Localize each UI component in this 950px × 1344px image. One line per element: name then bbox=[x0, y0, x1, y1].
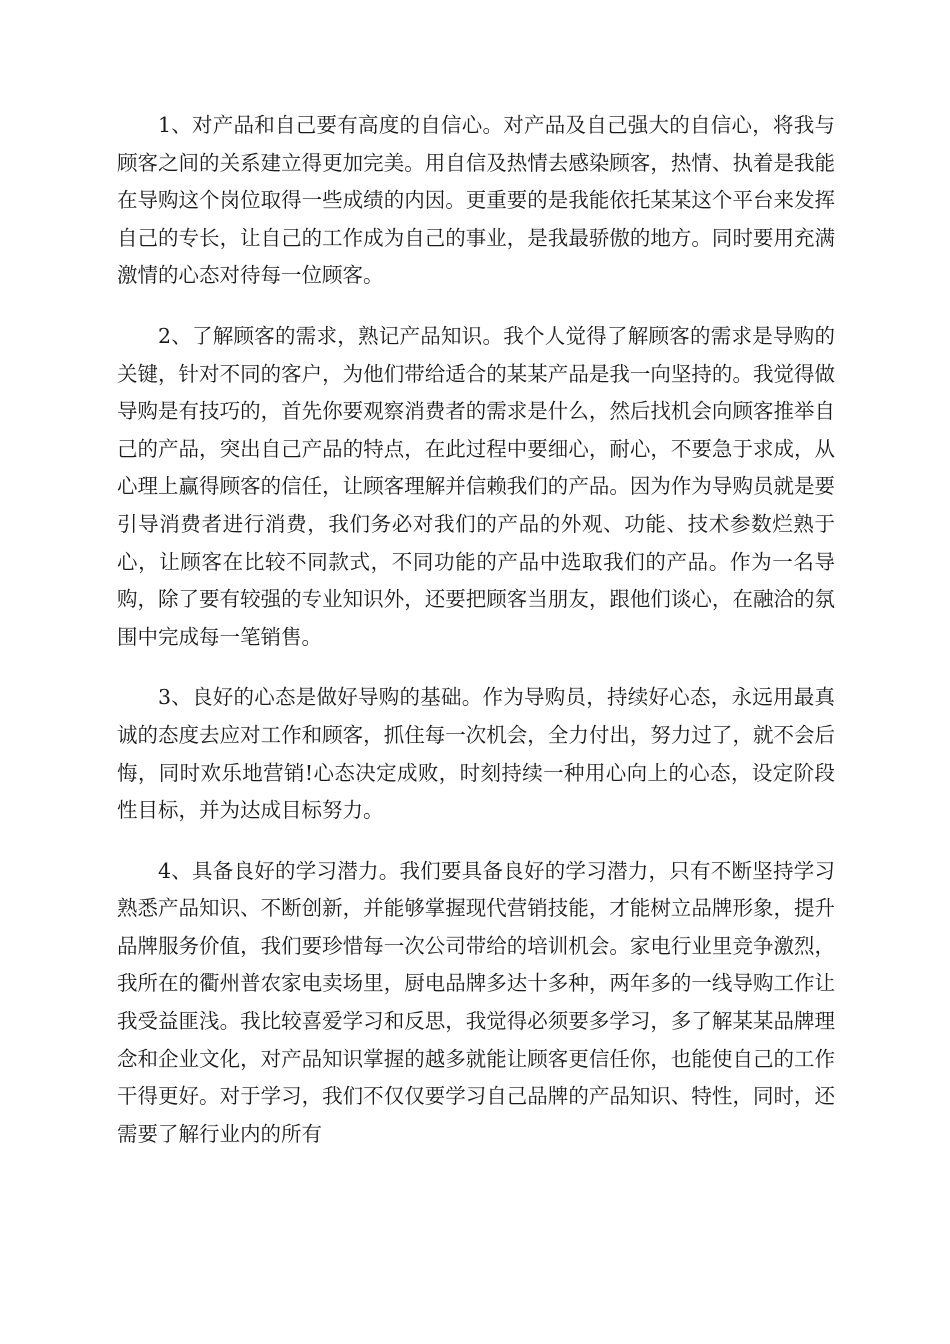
paragraph-3: 3、良好的心态是做好导购的基础。作为导购员，持续好心态，永远用最真诚的态度去应对工作和顾客，抓住每一次机会，全力付出，努力过了，就不会后悔，同时欢乐地营销!心态决定成败，时刻持续一种用心向上的心态，设定阶段性目标，并为达成目标努力。 bbox=[117, 685, 835, 823]
paragraph-2: 2、了解顾客的需求，熟记产品知识。我个人觉得了解顾客的需求是导购的关键，针对不同的客户，为他们带给适合的某某产品是我一向坚持的。我觉得做导购是有技巧的，首先你要观察消费者的需求是什么，然后找机会向顾客推举自己的产品，突出自己产品的特点，在此过程中要细心，耐心，不要急于求成，从心理上赢得顾客的信任，让顾客理解并信赖我们的产品。因为作为导购员就是要引导消费者进行消费，我们务必对我们的产品的外观、功能、技术参数烂熟于心，让顾客在比较不同款式，不同功能的产品中选取我们的产品。作为一名导购，除了要有较强的专业知识外，还要把顾客当朋友，跟他们谈心，在融洽的氛围中完成每一笔销售。 bbox=[117, 323, 835, 649]
paragraph-1: 1、对产品和自己要有高度的自信心。对产品及自己强大的自信心，将我与顾客之间的关系建立得更加完美。用自信及热情去感染顾客，热情、执着是我能在导购这个岗位取得一些成绩的内因。更重要的是我能依托某某这个平台来发挥自己的专长，让自己的工作成为自己的事业，是我最骄傲的地方。同时要用充满激情的心态对待每一位顾客。 bbox=[117, 113, 835, 288]
document-body bbox=[117, 107, 835, 1176]
paragraph-4: 4、具备良好的学习潜力。我们要具备良好的学习潜力，只有不断坚持学习熟悉产品知识、不断创新，并能够掌握现代营销技能，才能树立品牌形象，提升品牌服务价值，我们要珍惜每一次公司带给的培训机会。家电行业里竞争激烈，我所在的衢州普农家电卖场里，厨电品牌多达十多种，两年多的一线导购工作让我受益匪浅。我比较喜爱学习和反思，我觉得必须要多学习，多了解某某品牌理念和企业文化，对产品知识掌握的越多就能让顾客更信任你，也能使自己的工作干得更好。对于学习，我们不仅仅要学习自己品牌的产品知识、特性，同时，还需要了解行业内的所有 bbox=[117, 858, 835, 1146]
